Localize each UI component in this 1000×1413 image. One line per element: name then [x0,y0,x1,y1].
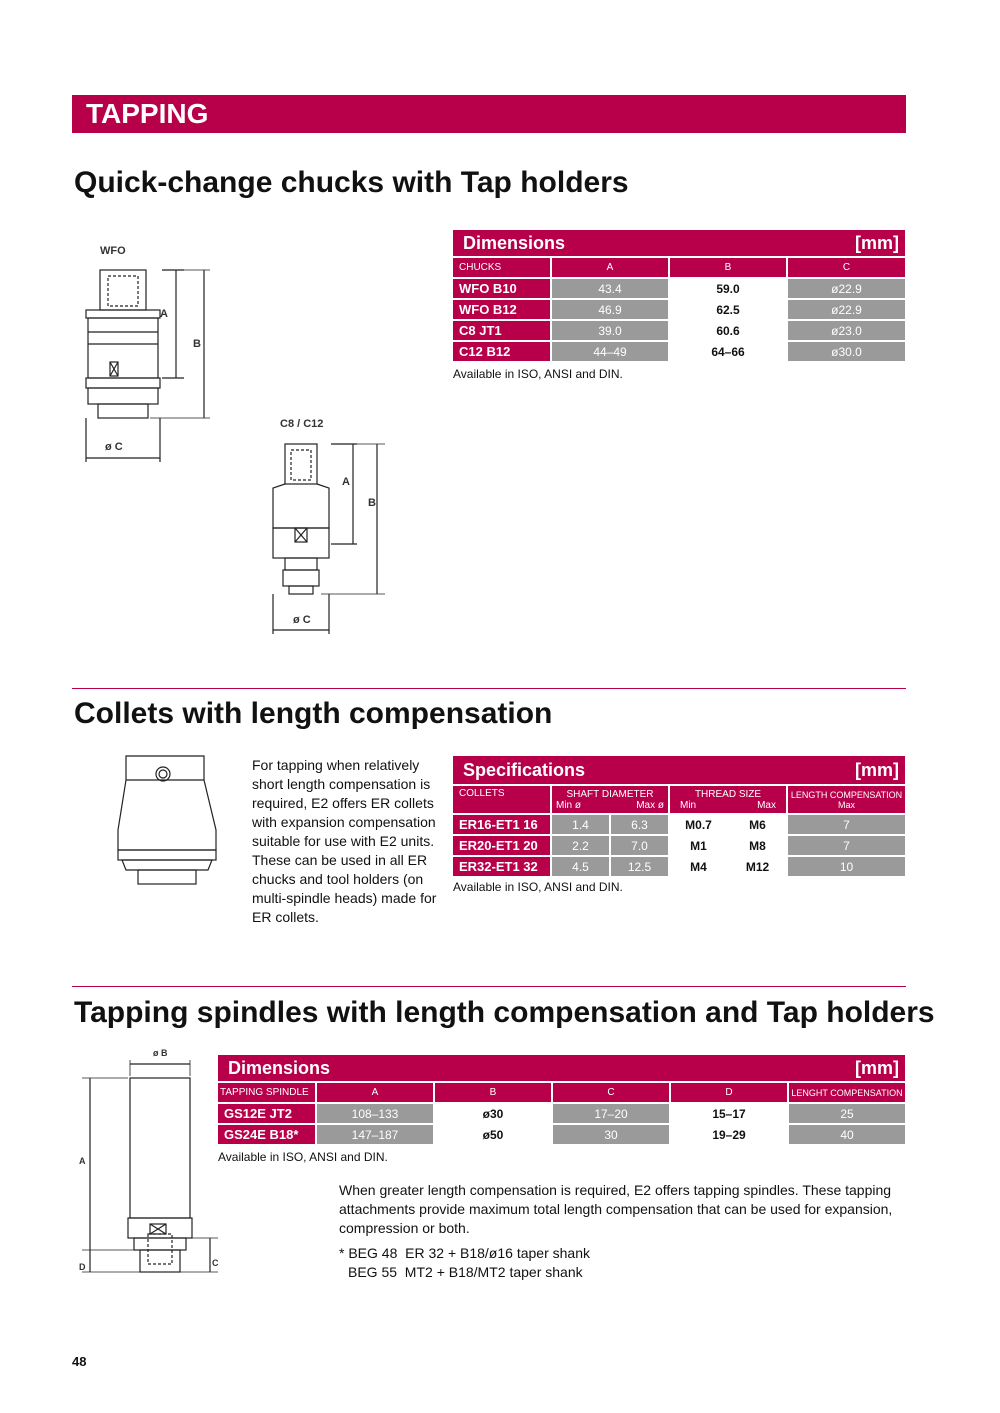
row-name: C8 JT1 [453,321,552,342]
row-name: ER20-ET1 20 [453,836,552,857]
cell-length: 7 [788,836,905,857]
table-header-bar [218,1055,905,1081]
col-collets: COLLETS [453,786,552,815]
cell-shaft-max: 6.3 [611,815,670,836]
wfo-dim-b: B [193,338,201,350]
table-row [453,836,905,857]
divider [72,986,906,987]
col-length: LENGHT COMPENSATION [789,1083,905,1104]
collets-table [453,756,905,894]
cell-b: ø50 [435,1125,553,1146]
table-title: Dimensions [463,232,566,253]
cell-c: 30 [553,1125,671,1146]
collet-drawing [108,750,228,890]
spindle-drawing [78,1058,228,1280]
cell-b: 62.5 [670,300,788,321]
col-shaft-label: SHAFT DIAMETER [566,788,654,800]
col-b: B [670,258,788,279]
cell-length: 7 [788,815,905,836]
cell-b: 64–66 [670,342,788,363]
table-column-headers [453,256,905,279]
cell-a: 108–133 [317,1104,435,1125]
cell-shaft-max: 12.5 [611,857,670,878]
collets-description: For tapping when relatively short length compensation is required, E2 offers ER collets with expansion compensation suitable for use with E2 units. These can be used in all ER chucks and tool holders (on multi-spindle heads) made for ER collets. [252,757,437,925]
cell-thread-max: M12 [729,857,788,878]
table-row [453,857,905,878]
cell-b: 60.6 [670,321,788,342]
col-shaft-max: Max ø [636,799,664,811]
table-row [453,342,905,363]
col-length-max: Max [837,799,855,810]
row-name: C12 B12 [453,342,552,363]
cell-thread-min: M4 [670,857,729,878]
cell-thread-max: M6 [729,815,788,836]
table-row [453,300,905,321]
col-a: A [552,258,670,279]
table-unit: [mm] [855,232,899,253]
table-row [218,1104,905,1125]
table-unit: [mm] [855,759,899,780]
table-title: Specifications [463,759,586,780]
col-chucks: CHUCKS [453,258,552,279]
cell-c: ø23.0 [788,321,905,342]
cell-a: 43.4 [552,279,670,300]
col-length-label: LENGTH COMPENSATION [790,789,903,800]
cell-a: 46.9 [552,300,670,321]
footnote-2: BEG 55 MT2 + B18/MT2 taper shank [348,1264,583,1280]
cell-shaft-min: 1.4 [552,815,611,836]
cell-length: 10 [788,857,905,878]
row-name: GS24E B18* [218,1125,317,1146]
col-spindle: TAPPING SPINDLE [218,1083,317,1104]
col-thread-max: Max [757,799,776,811]
fig-wfo-label: WFO [100,245,126,257]
col-thread [670,786,788,815]
cell-shaft-max: 7.0 [611,836,670,857]
page-number: 48 [72,1354,87,1369]
cell-c: ø22.9 [788,300,905,321]
heading-collets: Collets with length compensation [74,697,553,730]
cell-d: 15–17 [671,1104,789,1125]
spindle-dim-c: C [212,1258,219,1268]
spindles-table [218,1055,905,1164]
chucks-table [453,230,905,381]
heading-quick-change: Quick-change chucks with Tap holders [74,166,629,199]
c8-dim-c: ø C [293,614,311,626]
col-c: C [553,1083,671,1104]
cell-d: 19–29 [671,1125,789,1146]
c8-chuck-drawing [265,436,395,636]
spindle-dim-d: D [79,1262,86,1272]
col-length [788,786,905,815]
table-header-bar [453,230,905,256]
table-column-headers [218,1081,905,1104]
cell-length: 25 [789,1104,905,1125]
cell-a: 39.0 [552,321,670,342]
cell-b: ø30 [435,1104,553,1125]
cell-b: 59.0 [670,279,788,300]
cell-shaft-min: 4.5 [552,857,611,878]
spindle-dim-b: ø B [153,1048,168,1058]
col-thread-label: THREAD SIZE [694,788,762,800]
divider [72,688,906,689]
c8-dim-b: B [368,497,376,509]
col-d: D [671,1083,789,1104]
row-name: WFO B12 [453,300,552,321]
wfo-dim-a: A [160,308,168,320]
cell-thread-min: M1 [670,836,729,857]
wfo-dim-c: ø C [105,441,123,453]
cell-thread-max: M8 [729,836,788,857]
col-shaft [552,786,670,815]
c8-dim-a: A [342,476,350,488]
fig-c8-label: C8 / C12 [280,418,324,430]
cell-thread-min: M0.7 [670,815,729,836]
cell-c: ø22.9 [788,279,905,300]
cell-length: 40 [789,1125,905,1146]
cell-a: 44–49 [552,342,670,363]
col-b: B [435,1083,553,1104]
table-row [453,815,905,836]
col-thread-min: Min [680,799,697,811]
col-a: A [317,1083,435,1104]
row-name: ER32-ET1 32 [453,857,552,878]
table-row [218,1125,905,1146]
heading-tapping-spindles: Tapping spindles with length compensation and Tap holders [74,996,935,1029]
spindles-description: When greater length compensation is required, E2 offers tapping spindles. These tapping attachments provide maximum total length compensation that can be used for expansion, compression or both. [339,1182,893,1236]
row-name: ER16-ET1 16 [453,815,552,836]
table-column-headers [453,784,905,815]
table-note: Available in ISO, ANSI and DIN. [218,1150,388,1164]
table-header-bar [453,756,905,784]
cell-c: 17–20 [553,1104,671,1125]
wfo-chuck-drawing [80,262,220,462]
cell-c: ø30.0 [788,342,905,363]
col-shaft-min: Min ø [556,799,581,811]
cell-shaft-min: 2.2 [552,836,611,857]
section-banner: TAPPING [72,95,906,133]
table-note: Available in ISO, ANSI and DIN. [453,880,623,894]
table-title: Dimensions [228,1057,331,1078]
cell-a: 147–187 [317,1125,435,1146]
table-note: Available in ISO, ANSI and DIN. [453,367,623,381]
row-name: GS12E JT2 [218,1104,317,1125]
table-row [453,279,905,300]
footnote-1: * BEG 48 ER 32 + B18/ø16 taper shank [339,1245,590,1261]
table-unit: [mm] [855,1057,899,1078]
spindle-dim-a: A [79,1156,86,1166]
row-name: WFO B10 [453,279,552,300]
col-c: C [788,258,905,279]
table-row [453,321,905,342]
